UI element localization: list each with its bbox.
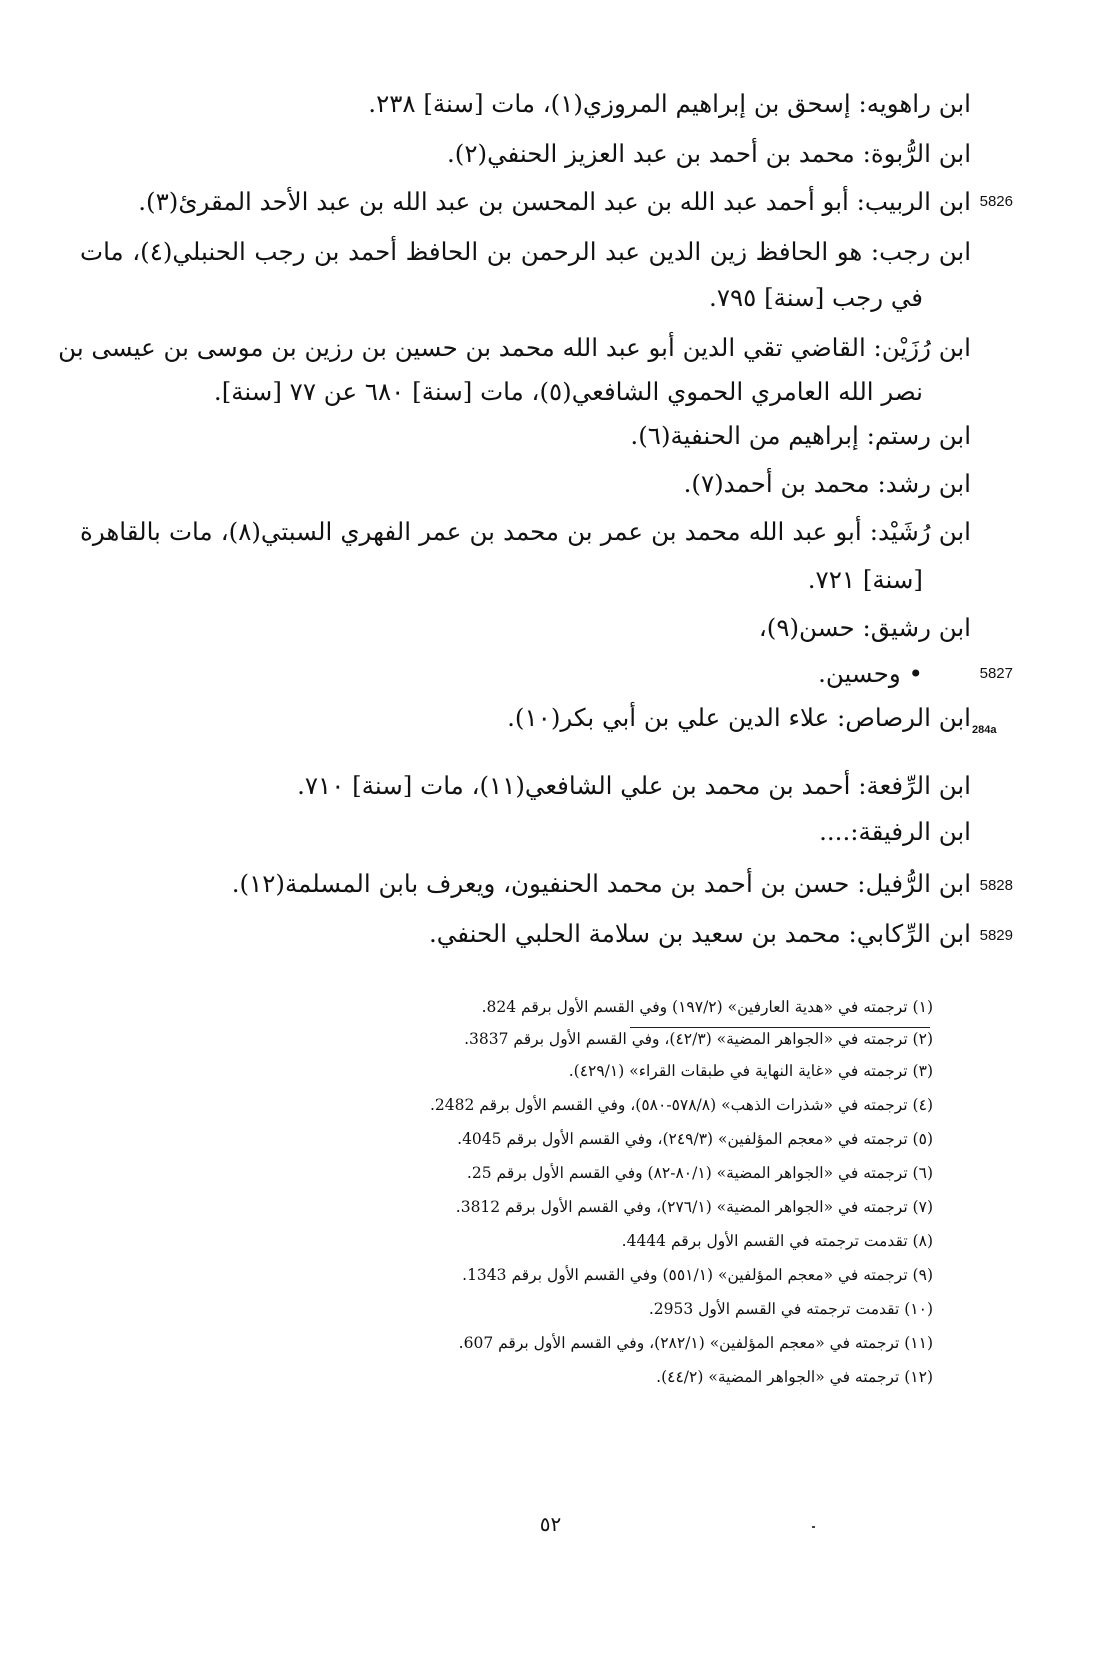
entry-line: ابن الرصاص: علاء الدين علي بن أبي بكر(١٠). xyxy=(507,703,971,732)
entry-line: ابن الرِّفعة: أحمد بن محمد بن علي الشافعي(١١)، مات [سنة] ٧١٠. xyxy=(297,771,971,800)
page-number: ٥٢ xyxy=(539,1512,562,1536)
entry-line: ابن رجب: هو الحافظ زين الدين عبد الرحمن بن الحافظ أحمد بن رجب الحنبلي(٤)، مات xyxy=(80,237,972,266)
footnote: (٦) ترجمته في «الجواهر المضية» (٨٠/١-٨٢) وفي القسم الأول برقم 25. xyxy=(466,1164,933,1182)
entry-continuation: في رجب [سنة] ٧٩٥. xyxy=(709,283,923,312)
footnote: (٤) ترجمته في «شذرات الذهب» (٥٧٨/٨-٥٨٠)، وفي القسم الأول برقم 2482. xyxy=(429,1096,933,1114)
entry-number: 5826 xyxy=(979,193,1013,210)
entry-line: ابن الرُّفيل: حسن بن أحمد بن محمد الحنفيون، ويعرف بابن المسلمة(١٢). xyxy=(231,869,971,898)
entry-continuation: [سنة] ٧٢١. xyxy=(807,565,923,594)
footnote: (٢) ترجمته في «الجواهر المضية» (٤٢/٣)، وفي القسم الأول برقم 3837. xyxy=(464,1030,933,1048)
print-speck xyxy=(812,1526,815,1528)
footnote: (٥) ترجمته في «معجم المؤلفين» (٢٤٩/٣)، وفي القسم الأول برقم 4045. xyxy=(457,1130,933,1148)
footnote: (١٠) تقدمت ترجمته في القسم الأول 2953. xyxy=(648,1300,933,1318)
entry-line: ابن الرِّكابي: محمد بن سعيد بن سلامة الحلبي الحنفي. xyxy=(429,919,971,948)
entry-number: 5828 xyxy=(979,877,1013,894)
entry-line: ابن رشد: محمد بن أحمد(٧). xyxy=(683,469,971,498)
footnote: (٩) ترجمته في «معجم المؤلفين» (٥٥١/١) وفي القسم الأول برقم 1343. xyxy=(462,1266,933,1284)
entry-line: ابن رُشَيْد: أبو عبد الله محمد بن عمر بن محمد بن عمر الفهري السبتي(٨)، مات بالقاهرة xyxy=(80,517,971,546)
entry-line: ابن الرُّبوة: محمد بن أحمد بن عبد العزيز الحنفي(٢). xyxy=(446,139,971,168)
entry-line: ابن رستم: إبراهيم من الحنفية(٦). xyxy=(630,421,971,450)
entry-number: 5829 xyxy=(979,927,1013,944)
entry-line: ابن رُزَيْن: القاضي تقي الدين أبو عبد الله محمد بن حسين بن رزين بن موسى بن عيسى بن xyxy=(58,333,971,362)
entry-number: 5827 xyxy=(979,665,1013,682)
footnote: (١٢) ترجمته في «الجواهر المضية» (٤٤/٢). xyxy=(656,1368,933,1386)
footnote: (١) ترجمته في «هدية العارفين» (١٩٧/٢) وفي القسم الأول برقم 824. xyxy=(481,998,933,1016)
entry-line: • وحسين. xyxy=(818,659,923,688)
entry-continuation: نصر الله العامري الحموي الشافعي(٥)، مات [سنة] ٦٨٠ عن ٧٧ [سنة]. xyxy=(213,377,923,406)
entry-line: ابن الرفيقة:.... xyxy=(819,817,971,846)
footnote-separator xyxy=(630,1027,930,1028)
footnote: (٧) ترجمته في «الجواهر المضية» (٢٧٦/١)، وفي القسم الأول برقم 3812. xyxy=(455,1198,933,1216)
margin-note: 284a xyxy=(972,724,997,736)
footnote: (٣) ترجمته في «غاية النهاية في طبقات القراء» (٤٢٩/١). xyxy=(568,1062,933,1080)
footnote: (٨) تقدمت ترجمته في القسم الأول برقم 4444. xyxy=(621,1232,933,1250)
footnote: (١١) ترجمته في «معجم المؤلفين» (٢٨٢/١)، وفي القسم الأول برقم 607. xyxy=(458,1334,933,1352)
entry-line: ابن الربيب: أبو أحمد عبد الله بن عبد المحسن بن عبد الله بن عبد الأحد المقرئ(٣). xyxy=(138,187,971,216)
entry-line: ابن رشيق: حسن(٩)، xyxy=(758,613,971,642)
entry-line: ابن راهويه: إسحق بن إبراهيم المروزي(١)، مات [سنة] ٢٣٨. xyxy=(368,89,971,118)
